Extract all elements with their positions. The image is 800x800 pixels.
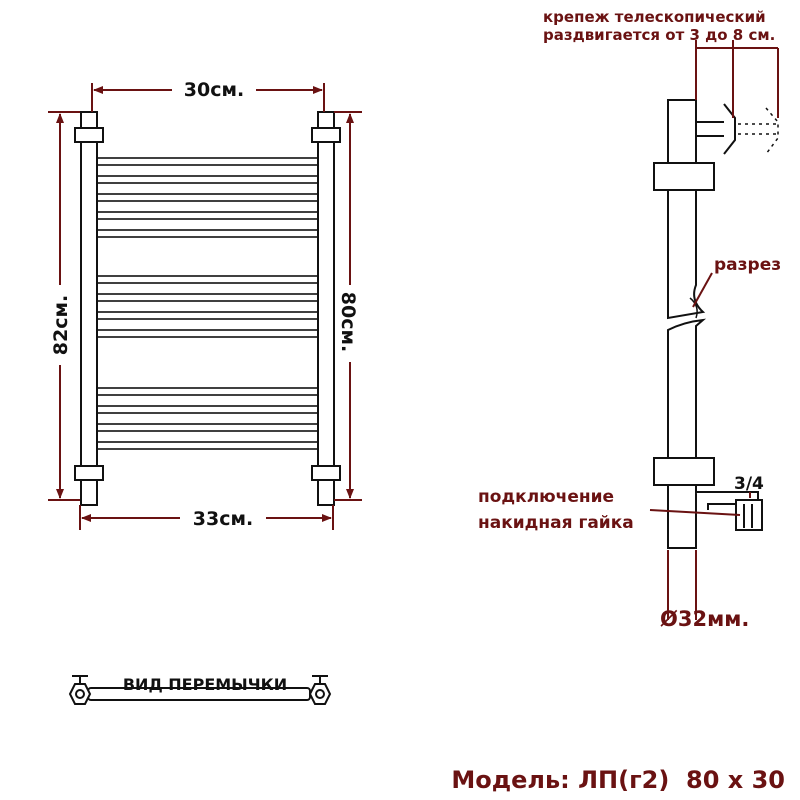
top-left-mount [75, 128, 103, 142]
model-title: Модель: ЛП(г2) 80 х 30 [451, 766, 785, 794]
connection-label-line1: подключение [478, 487, 615, 507]
mount-extension-dashed [738, 108, 778, 154]
bottom-left-mount [75, 466, 103, 480]
side-pipe-lower [668, 320, 703, 548]
top-width-label: 30см. [183, 79, 245, 101]
side-lower-collar [654, 458, 714, 485]
mount-note-line1: крепеж телескопический [543, 8, 766, 26]
thread-size-label: 3/4 [734, 474, 764, 494]
rung-group-middle [97, 276, 318, 337]
bottom-width-label: 33см. [192, 508, 254, 530]
side-pipe-upper [668, 100, 703, 318]
right-height-label: 80см. [337, 291, 359, 353]
jumper-right-bolt [312, 676, 328, 684]
top-right-mount [312, 128, 340, 142]
bottom-right-mount [312, 466, 340, 480]
jumper-left-bolt [72, 676, 88, 684]
left-vertical-pipe [81, 112, 97, 505]
right-vertical-pipe [318, 112, 334, 505]
jumper-view-label: ВИД ПЕРЕМЫЧКИ [122, 675, 288, 694]
jumper-left-fitting [70, 684, 90, 704]
side-upper-collar [654, 163, 714, 190]
mount-note-line2: раздвигается от 3 до 8 см. [543, 26, 776, 44]
rung-group-top [97, 158, 318, 237]
pipe-diameter-label: Ø32мм. [660, 607, 750, 631]
left-height-label: 82см. [50, 294, 72, 356]
rung-group-bottom [97, 388, 318, 449]
front-view [75, 112, 340, 505]
jumper-right-fitting [310, 684, 330, 704]
connection-label-line2: накидная гайка [478, 513, 634, 533]
section-label: разрез [714, 255, 782, 275]
